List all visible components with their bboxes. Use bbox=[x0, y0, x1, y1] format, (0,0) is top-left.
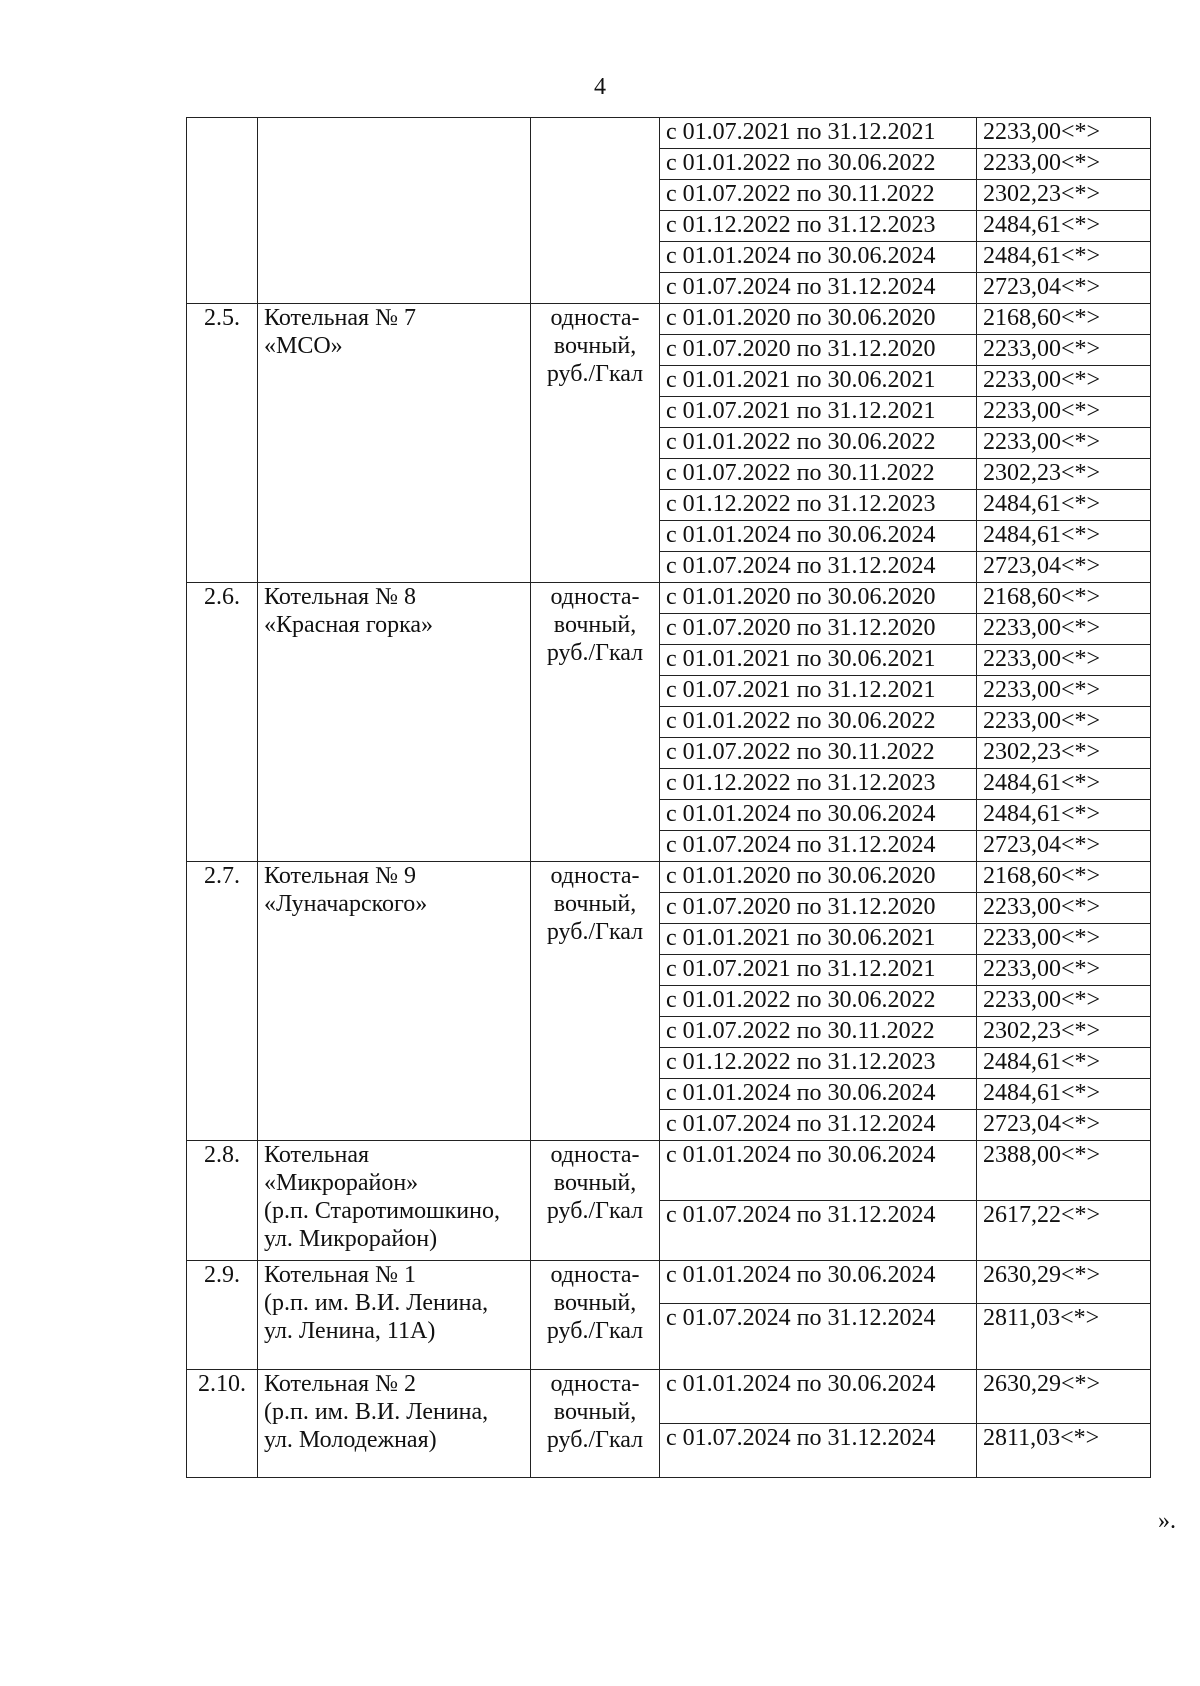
table-row bbox=[187, 862, 1151, 893]
period-cell: с 01.07.2020 по 31.12.2020 bbox=[660, 893, 977, 924]
item-number-cell bbox=[187, 118, 258, 304]
tariff-type-line: вочный, bbox=[553, 1290, 637, 1316]
tariff-type-line: односта- bbox=[550, 1142, 640, 1168]
period-cell: с 01.07.2021 по 31.12.2021 bbox=[660, 955, 977, 986]
period-cell: с 01.01.2022 по 30.06.2022 bbox=[660, 707, 977, 738]
period-cell: с 01.12.2022 по 31.12.2023 bbox=[660, 211, 977, 242]
tariff-type-line: односта- bbox=[550, 863, 640, 889]
period-cell: с 01.07.2021 по 31.12.2021 bbox=[660, 397, 977, 428]
tariff-type-line: руб./Гкал bbox=[546, 919, 644, 945]
tariff-value-cell: 2630,29<*> bbox=[977, 1261, 1151, 1304]
period-cell: с 01.01.2024 по 30.06.2024 bbox=[660, 1370, 977, 1424]
boiler-name-cell bbox=[258, 1261, 531, 1370]
tariff-type-line: руб./Гкал bbox=[546, 361, 644, 387]
boiler-name-cell bbox=[258, 1370, 531, 1478]
tariff-type-line: односта- bbox=[550, 1262, 640, 1288]
tariff-value-cell: 2484,61<*> bbox=[977, 800, 1151, 831]
tariff-type-line: односта- bbox=[550, 584, 640, 610]
boiler-name-line: ул. Молодежная) bbox=[264, 1427, 437, 1453]
tariff-type-cell bbox=[531, 583, 660, 862]
tariff-type-cell bbox=[531, 1370, 660, 1478]
boiler-name-line: Котельная № 1 bbox=[264, 1262, 416, 1288]
boiler-name-line: «Микрорайон» bbox=[264, 1170, 419, 1196]
tariff-value-cell: 2484,61<*> bbox=[977, 521, 1151, 552]
tariff-value-cell: 2302,23<*> bbox=[977, 738, 1151, 769]
boiler-name-line: (р.п. им. В.И. Ленина, bbox=[264, 1399, 489, 1425]
period-cell: с 01.07.2022 по 30.11.2022 bbox=[660, 180, 977, 211]
table-row bbox=[187, 1261, 1151, 1304]
boiler-name-cell bbox=[258, 1141, 531, 1261]
tariff-value-cell: 2811,03<*> bbox=[977, 1424, 1151, 1478]
tariff-value-cell: 2233,00<*> bbox=[977, 893, 1151, 924]
item-number-cell: 2.8. bbox=[187, 1141, 258, 1261]
item-number-cell: 2.10. bbox=[187, 1370, 258, 1478]
period-cell: с 01.01.2020 по 30.06.2020 bbox=[660, 862, 977, 893]
tariff-value-cell: 2233,00<*> bbox=[977, 335, 1151, 366]
period-cell: с 01.01.2020 по 30.06.2020 bbox=[660, 304, 977, 335]
boiler-name-line: «МСО» bbox=[264, 333, 343, 359]
boiler-name-cell bbox=[258, 118, 531, 304]
item-number-cell: 2.6. bbox=[187, 583, 258, 862]
tariff-value-cell: 2811,03<*> bbox=[977, 1304, 1151, 1370]
boiler-name-line: «Луначарского» bbox=[264, 891, 428, 917]
tariff-type-line: вочный, bbox=[553, 1399, 637, 1425]
tariff-value-cell: 2302,23<*> bbox=[977, 1017, 1151, 1048]
period-cell: с 01.01.2021 по 30.06.2021 bbox=[660, 366, 977, 397]
boiler-name-line: (р.п. Старотимошкино, bbox=[264, 1198, 500, 1224]
tariff-value-cell: 2302,23<*> bbox=[977, 180, 1151, 211]
item-number-cell: 2.7. bbox=[187, 862, 258, 1141]
period-cell: с 01.07.2024 по 31.12.2024 bbox=[660, 1304, 977, 1370]
tariff-type-cell bbox=[531, 304, 660, 583]
tariff-value-cell: 2617,22<*> bbox=[977, 1201, 1151, 1261]
tariff-value-cell: 2233,00<*> bbox=[977, 149, 1151, 180]
boiler-name-cell bbox=[258, 583, 531, 862]
period-cell: с 01.07.2024 по 31.12.2024 bbox=[660, 552, 977, 583]
tariff-type-line: руб./Гкал bbox=[546, 1427, 644, 1453]
tariff-type-line: односта- bbox=[550, 1371, 640, 1397]
period-cell: с 01.01.2024 по 30.06.2024 bbox=[660, 242, 977, 273]
tariff-value-cell: 2484,61<*> bbox=[977, 769, 1151, 800]
boiler-name-line: Котельная № 8 bbox=[264, 584, 416, 610]
tariff-type-line: вочный, bbox=[553, 891, 637, 917]
period-cell: с 01.01.2024 по 30.06.2024 bbox=[660, 1261, 977, 1304]
tariff-value-cell: 2233,00<*> bbox=[977, 645, 1151, 676]
tariff-value-cell: 2233,00<*> bbox=[977, 676, 1151, 707]
page-number: 4 bbox=[594, 74, 606, 100]
period-cell: с 01.07.2024 по 31.12.2024 bbox=[660, 1110, 977, 1141]
tariff-type-line: вочный, bbox=[553, 333, 637, 359]
table-row bbox=[187, 304, 1151, 335]
tariff-value-cell: 2233,00<*> bbox=[977, 955, 1151, 986]
tariff-value-cell: 2630,29<*> bbox=[977, 1370, 1151, 1424]
table-row bbox=[187, 583, 1151, 614]
boiler-name-line: Котельная № 2 bbox=[264, 1371, 416, 1397]
boiler-name-line: ул. Микрорайон) bbox=[264, 1226, 438, 1252]
boiler-name-cell bbox=[258, 304, 531, 583]
closing-quote: ». bbox=[1158, 1508, 1176, 1534]
tariff-value-cell: 2233,00<*> bbox=[977, 707, 1151, 738]
tariff-type-cell bbox=[531, 1141, 660, 1261]
tariff-value-cell: 2168,60<*> bbox=[977, 304, 1151, 335]
tariff-value-cell: 2233,00<*> bbox=[977, 366, 1151, 397]
table-row bbox=[187, 118, 1151, 149]
tariff-value-cell: 2233,00<*> bbox=[977, 397, 1151, 428]
tariff-value-cell: 2723,04<*> bbox=[977, 273, 1151, 304]
period-cell: с 01.07.2020 по 31.12.2020 bbox=[660, 335, 977, 366]
tariff-value-cell: 2484,61<*> bbox=[977, 490, 1151, 521]
period-cell: с 01.07.2022 по 30.11.2022 bbox=[660, 738, 977, 769]
period-cell: с 01.07.2024 по 31.12.2024 bbox=[660, 1201, 977, 1261]
period-cell: с 01.12.2022 по 31.12.2023 bbox=[660, 769, 977, 800]
tariff-value-cell: 2233,00<*> bbox=[977, 118, 1151, 149]
period-cell: с 01.01.2020 по 30.06.2020 bbox=[660, 583, 977, 614]
period-cell: с 01.12.2022 по 31.12.2023 bbox=[660, 1048, 977, 1079]
table-row bbox=[187, 1370, 1151, 1424]
tariff-value-cell: 2168,60<*> bbox=[977, 862, 1151, 893]
boiler-name-line: Котельная bbox=[264, 1142, 370, 1168]
period-cell: с 01.01.2024 по 30.06.2024 bbox=[660, 1141, 977, 1201]
tariff-value-cell: 2233,00<*> bbox=[977, 986, 1151, 1017]
tariff-value-cell: 2388,00<*> bbox=[977, 1141, 1151, 1201]
boiler-name-cell bbox=[258, 862, 531, 1141]
tariff-value-cell: 2168,60<*> bbox=[977, 583, 1151, 614]
item-number-cell: 2.9. bbox=[187, 1261, 258, 1370]
period-cell: с 01.01.2021 по 30.06.2021 bbox=[660, 645, 977, 676]
tariff-type-line: вочный, bbox=[553, 1170, 637, 1196]
tariff-value-cell: 2484,61<*> bbox=[977, 1079, 1151, 1110]
period-cell: с 01.07.2021 по 31.12.2021 bbox=[660, 118, 977, 149]
period-cell: с 01.12.2022 по 31.12.2023 bbox=[660, 490, 977, 521]
tariff-table-body bbox=[187, 118, 1151, 1478]
period-cell: с 01.07.2022 по 30.11.2022 bbox=[660, 1017, 977, 1048]
boiler-name-line: Котельная № 7 bbox=[264, 305, 416, 331]
tariff-value-cell: 2484,61<*> bbox=[977, 1048, 1151, 1079]
table-row bbox=[187, 1141, 1151, 1201]
period-cell: с 01.07.2021 по 31.12.2021 bbox=[660, 676, 977, 707]
period-cell: с 01.01.2022 по 30.06.2022 bbox=[660, 428, 977, 459]
period-cell: с 01.01.2022 по 30.06.2022 bbox=[660, 986, 977, 1017]
tariff-value-cell: 2302,23<*> bbox=[977, 459, 1151, 490]
tariff-type-line: руб./Гкал bbox=[546, 1318, 644, 1344]
boiler-name-line: Котельная № 9 bbox=[264, 863, 416, 889]
item-number-cell: 2.5. bbox=[187, 304, 258, 583]
boiler-name-line: ул. Ленина, 11А) bbox=[264, 1318, 436, 1344]
tariff-type-cell bbox=[531, 862, 660, 1141]
period-cell: с 01.01.2024 по 30.06.2024 bbox=[660, 521, 977, 552]
tariff-table bbox=[186, 117, 1151, 1478]
tariff-type-line: руб./Гкал bbox=[546, 1198, 644, 1224]
period-cell: с 01.01.2021 по 30.06.2021 bbox=[660, 924, 977, 955]
tariff-value-cell: 2723,04<*> bbox=[977, 831, 1151, 862]
tariff-type-cell bbox=[531, 118, 660, 304]
period-cell: с 01.07.2024 по 31.12.2024 bbox=[660, 273, 977, 304]
period-cell: с 01.01.2024 по 30.06.2024 bbox=[660, 800, 977, 831]
boiler-name-line: «Красная горка» bbox=[264, 612, 434, 638]
period-cell: с 01.07.2022 по 30.11.2022 bbox=[660, 459, 977, 490]
boiler-name-line: (р.п. им. В.И. Ленина, bbox=[264, 1290, 489, 1316]
tariff-value-cell: 2484,61<*> bbox=[977, 211, 1151, 242]
tariff-value-cell: 2723,04<*> bbox=[977, 1110, 1151, 1141]
tariff-type-line: односта- bbox=[550, 305, 640, 331]
period-cell: с 01.01.2022 по 30.06.2022 bbox=[660, 149, 977, 180]
period-cell: с 01.07.2020 по 31.12.2020 bbox=[660, 614, 977, 645]
tariff-value-cell: 2723,04<*> bbox=[977, 552, 1151, 583]
tariff-value-cell: 2233,00<*> bbox=[977, 614, 1151, 645]
tariff-type-line: вочный, bbox=[553, 612, 637, 638]
period-cell: с 01.01.2024 по 30.06.2024 bbox=[660, 1079, 977, 1110]
tariff-type-line: руб./Гкал bbox=[546, 640, 644, 666]
period-cell: с 01.07.2024 по 31.12.2024 bbox=[660, 831, 977, 862]
tariff-value-cell: 2233,00<*> bbox=[977, 924, 1151, 955]
tariff-value-cell: 2484,61<*> bbox=[977, 242, 1151, 273]
tariff-value-cell: 2233,00<*> bbox=[977, 428, 1151, 459]
tariff-type-cell bbox=[531, 1261, 660, 1370]
period-cell: с 01.07.2024 по 31.12.2024 bbox=[660, 1424, 977, 1478]
